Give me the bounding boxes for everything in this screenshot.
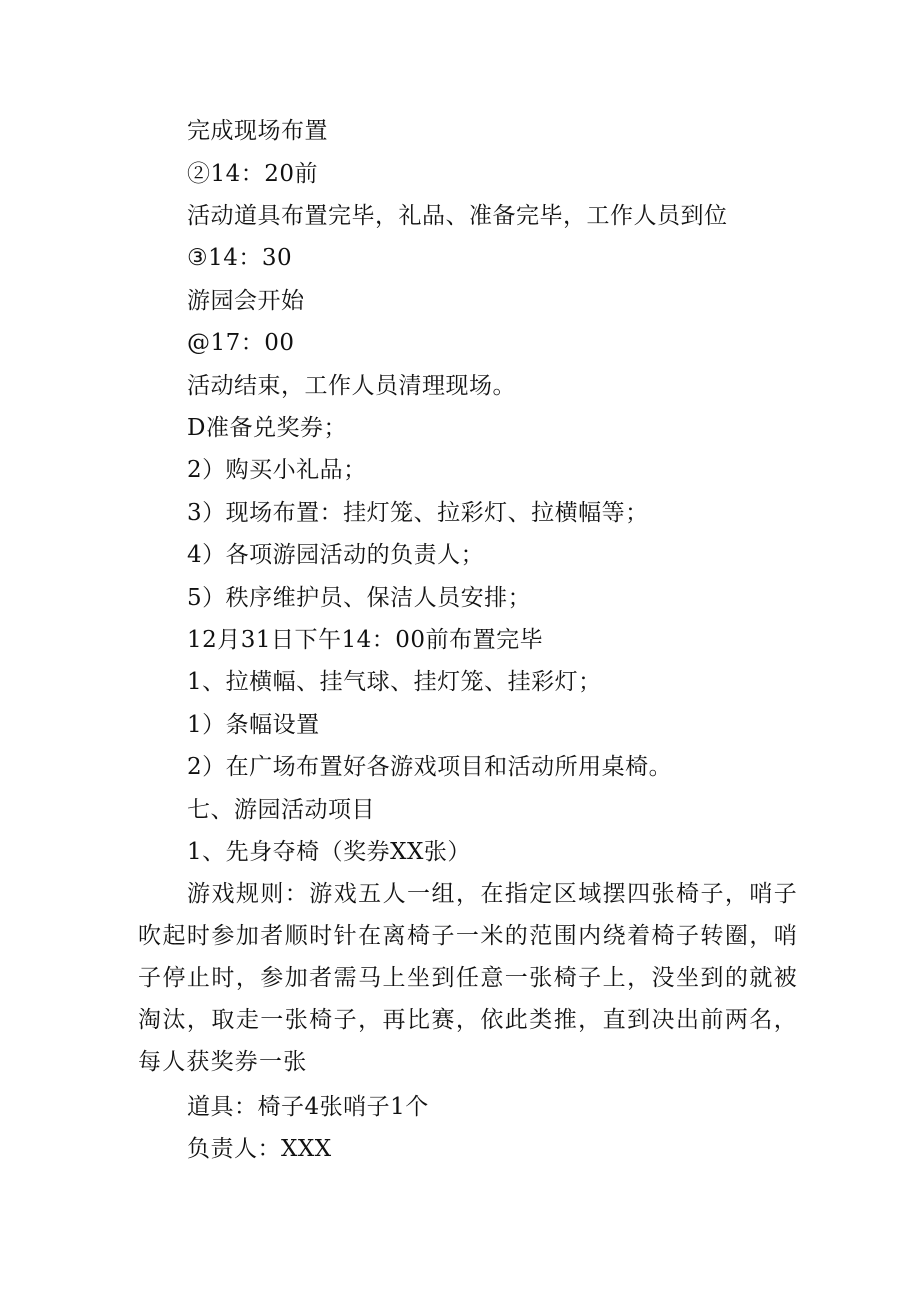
section-heading-activities: 七、游园活动项目 <box>187 797 375 823</box>
text-line-vouchers: D准备兑奖券； <box>187 415 347 441</box>
text-line-person-in-charge: 负责人：XXX <box>187 1136 332 1162</box>
text-line-game-title: 1、先身夺椅（奖券XX张） <box>187 839 471 865</box>
game-rules-paragraph: 游戏规则：游戏五人一组，在指定区域摆四张椅子，哨子吹起时参加者顺时针在离椅子一米的范围内绕着椅子转圈，哨子停止时，参加者需马上坐到任意一张椅子上，没坐到的就被淘汰，取走一张椅子，再比赛，依此类推，直到决出前两名，每人获奖券一张 <box>138 881 798 1075</box>
text-line-fair-start: 游园会开始 <box>187 288 305 314</box>
text-line-venue-setup: 3）现场布置：挂灯笼、拉彩灯、拉横幅等； <box>187 500 649 526</box>
text-line-time-1700: @17：00 <box>187 330 295 356</box>
text-line-setup-complete: 完成现场布置 <box>187 118 328 144</box>
text-line-gifts: 2）购买小礼品； <box>187 457 367 483</box>
text-line-leaders: 4）各项游园活动的负责人； <box>187 542 485 568</box>
text-line-props-ready: 活动道具布置完毕，礼品、准备完毕，工作人员到位 <box>187 203 728 229</box>
text-line-time-1420: ②14：20前 <box>187 161 319 187</box>
text-line-deadline: 12月31日下午14：00前布置完毕 <box>187 627 544 653</box>
text-line-props: 道具：椅子4张哨子1个 <box>187 1094 429 1120</box>
text-line-decorations: 1、拉横幅、挂气球、挂灯笼、挂彩灯； <box>187 669 602 695</box>
text-line-time-1430: ③14：30 <box>187 245 293 271</box>
text-line-tables-chairs: 2）在广场布置好各游戏项目和活动所用桌椅。 <box>187 754 673 780</box>
text-line-banners: 1）条幅设置 <box>187 712 320 738</box>
text-line-activity-end: 活动结束，工作人员清理现场。 <box>187 373 516 399</box>
text-line-staff: 5）秩序维护员、保洁人员安排； <box>187 585 532 611</box>
